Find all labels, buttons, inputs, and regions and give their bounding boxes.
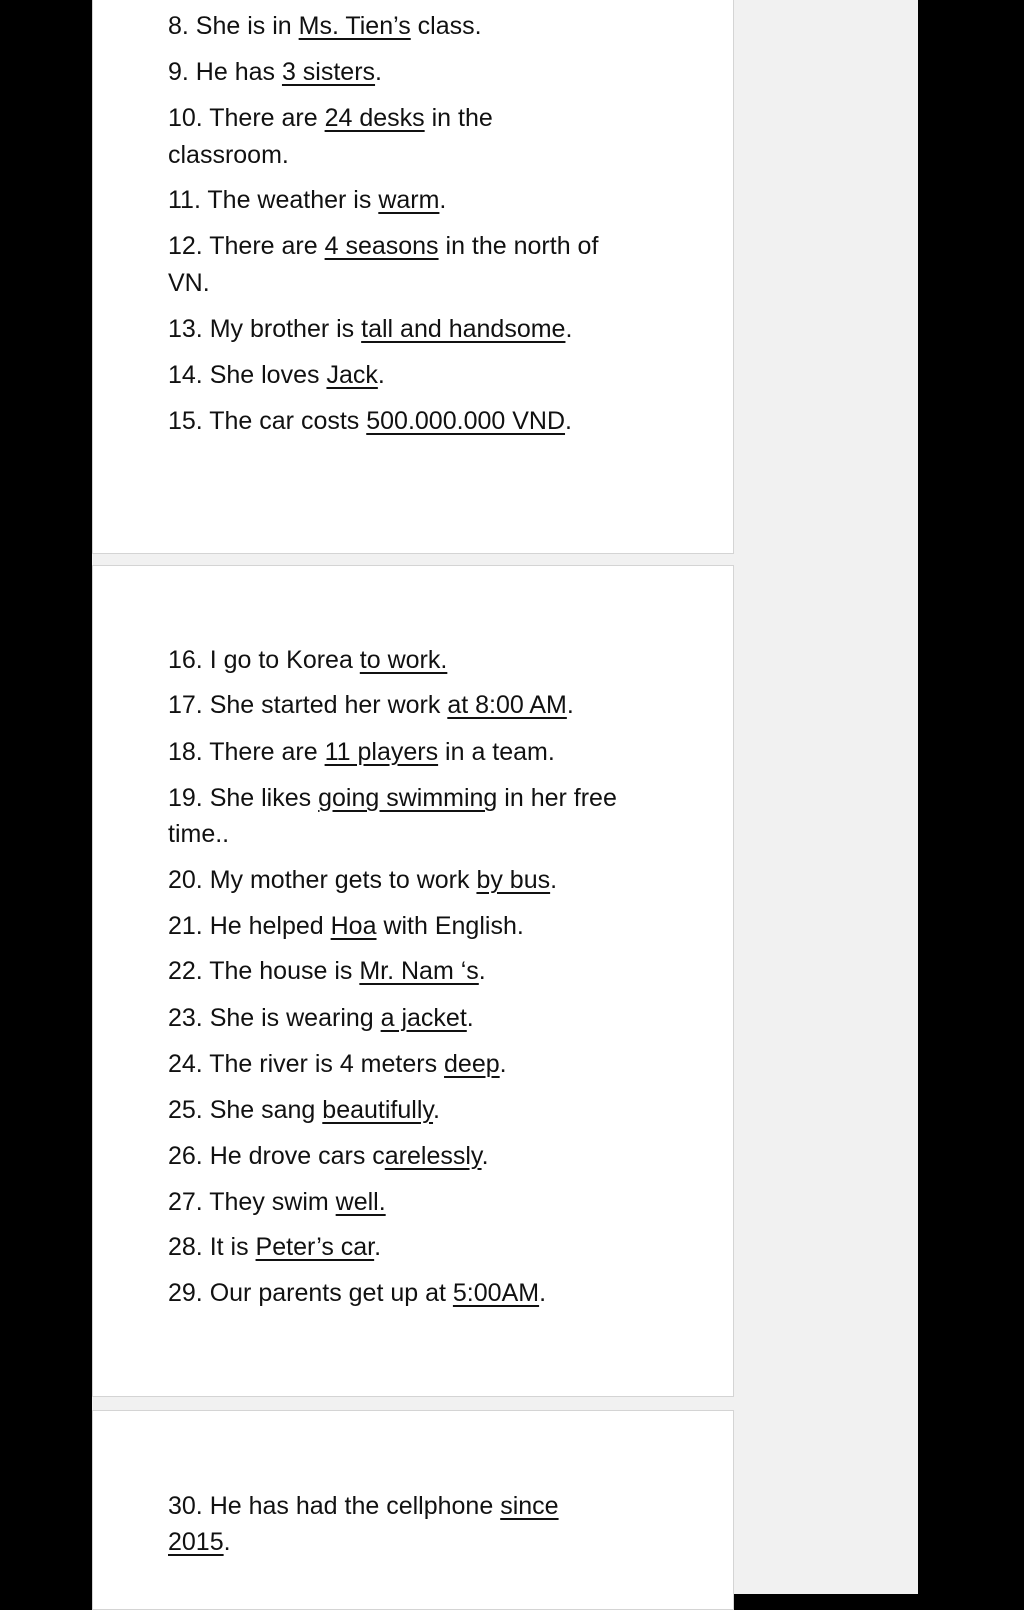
underlined-answer: a jacket	[380, 1004, 467, 1032]
sentence-19: 19. She likes going swimming in her free	[168, 784, 617, 812]
underlined-answer: Jack	[326, 361, 378, 389]
sentence-14: 14. She loves Jack.	[168, 361, 385, 389]
underlined-answer: by bus	[476, 866, 551, 894]
underlined-answer: at 8:00 AM	[447, 691, 567, 719]
underlined-answer: 500.000.000 VND	[366, 407, 566, 435]
sentence-8: 8. She is in Ms. Tien’s class.	[168, 12, 482, 40]
sentence-22: 22. The house is Mr. Nam ‘s.	[168, 957, 486, 985]
sentence-24: 24. The river is 4 meters deep.	[168, 1050, 507, 1078]
sentence-12-continued: VN.	[168, 269, 210, 297]
sentence-19-continued: time..	[168, 820, 230, 848]
underlined-answer: 11 players	[324, 738, 439, 766]
underlined-answer: beautifully	[322, 1096, 434, 1124]
sentence-25: 25. She sang beautifully.	[168, 1096, 440, 1124]
underlined-answer: 24 desks	[324, 104, 425, 132]
sentence-18: 18. There are 11 players in a team.	[168, 738, 555, 766]
sentence-23: 23. She is wearing a jacket.	[168, 1004, 474, 1032]
document-page-2	[92, 565, 734, 1397]
sentence-20: 20. My mother gets to work by bus.	[168, 866, 558, 894]
sentence-29: 29. Our parents get up at 5:00AM.	[168, 1279, 547, 1307]
underlined-answer: Ms. Tien’s	[298, 12, 411, 40]
document-page-3	[92, 1410, 734, 1610]
underlined-answer: arelessly	[384, 1142, 482, 1170]
sentence-15: 15. The car costs 500.000.000 VND.	[168, 407, 572, 435]
sentence-9: 9. He has 3 sisters.	[168, 58, 382, 86]
underlined-answer: Hoa	[330, 912, 377, 940]
sentence-13: 13. My brother is tall and handsome.	[168, 315, 573, 343]
underlined-answer: to work.	[359, 646, 448, 674]
sentence-28: 28. It is Peter’s car.	[168, 1233, 382, 1261]
sentence-26: 26. He drove cars carelessly.	[168, 1142, 489, 1170]
sentence-21: 21. He helped Hoa with English.	[168, 912, 524, 940]
underlined-answer: 3 sisters	[281, 58, 376, 86]
underlined-answer: 4 seasons	[324, 232, 439, 260]
sentence-11: 11. The weather is warm.	[168, 186, 447, 214]
sentence-10: 10. There are 24 desks in the	[168, 104, 493, 132]
underlined-answer: tall and handsome	[361, 315, 566, 343]
sentence-27: 27. They swim well.	[168, 1188, 386, 1216]
document-page-1	[92, 0, 734, 554]
underlined-answer: 5:00AM	[452, 1279, 540, 1307]
underlined-answer: well.	[335, 1188, 386, 1216]
sentence-16: 16. I go to Korea to work.	[168, 646, 448, 674]
underlined-answer: warm	[378, 186, 440, 214]
underlined-answer: since	[500, 1492, 559, 1520]
underlined-answer: Peter’s car	[255, 1233, 375, 1261]
underlined-answer: deep	[444, 1050, 500, 1078]
underlined-answer: going swimming	[318, 784, 498, 812]
sentence-30: 30. He has had the cellphone since	[168, 1492, 559, 1520]
sentence-10-continued: classroom.	[168, 141, 289, 169]
underlined-answer: Mr. Nam ‘s	[359, 957, 479, 985]
sentence-12: 12. There are 4 seasons in the north of	[168, 232, 599, 260]
sentence-30-continued: 2015.	[168, 1528, 231, 1556]
sentence-17: 17. She started her work at 8:00 AM.	[168, 691, 574, 719]
underlined-answer: 2015	[168, 1528, 224, 1556]
